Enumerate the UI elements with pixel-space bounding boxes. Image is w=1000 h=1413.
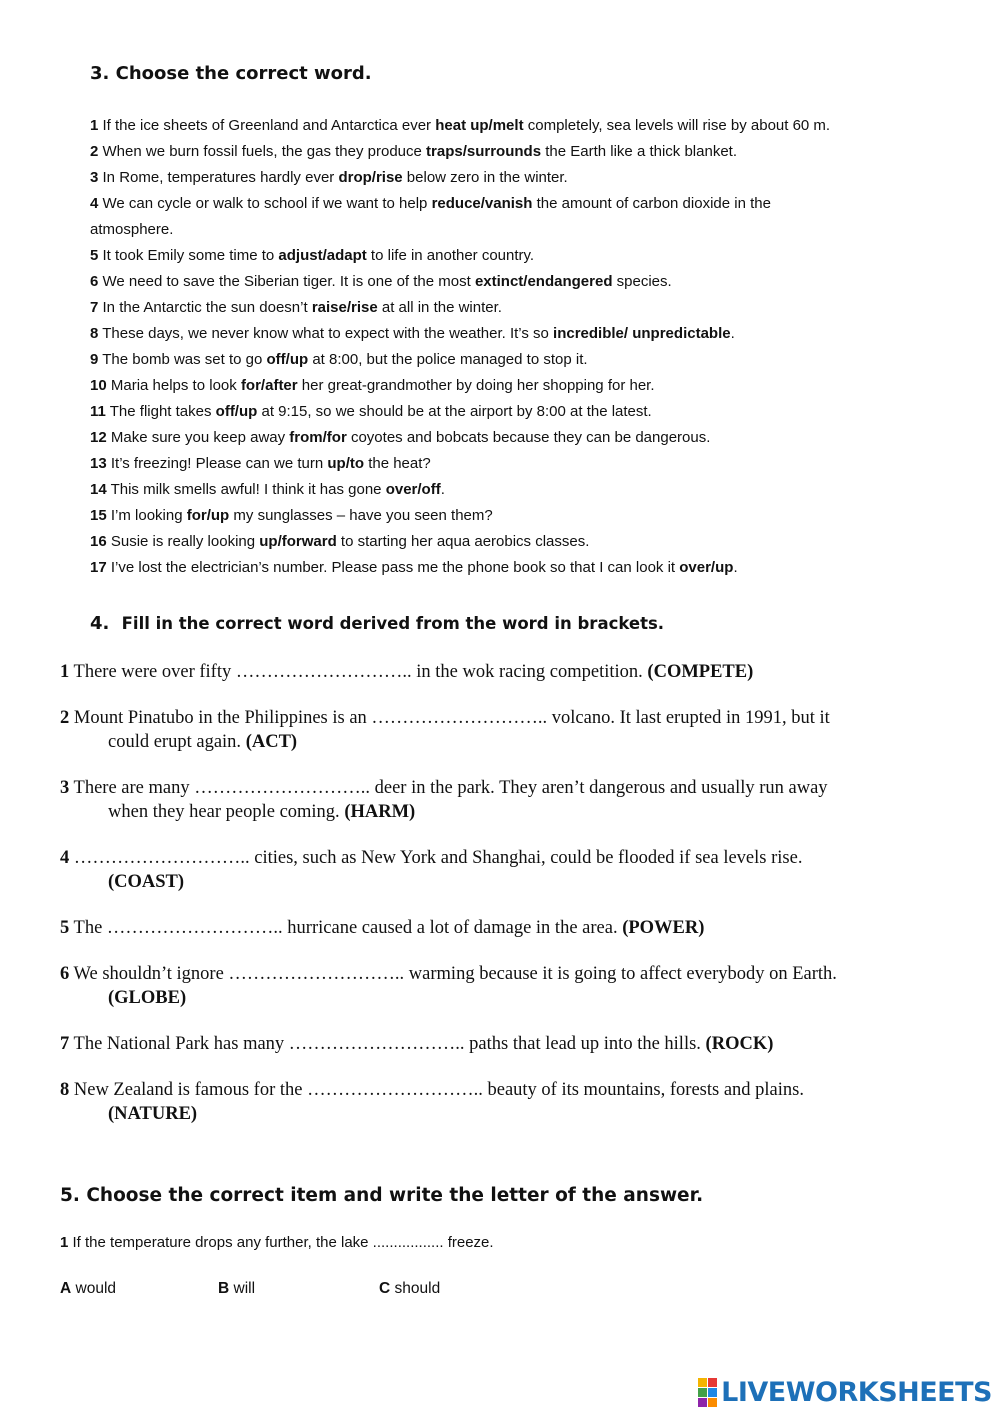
root-word: (COAST) (108, 872, 185, 892)
item-number: 17 (90, 559, 107, 576)
item-number: 5 (60, 918, 70, 938)
item-number: 7 (90, 299, 99, 316)
word-choice[interactable]: over/up (679, 559, 734, 576)
item-text-continued: atmosphere. (90, 221, 174, 238)
exercise-3-item (90, 347, 970, 373)
item-number: 11 (90, 403, 106, 420)
item-number: 10 (90, 377, 107, 394)
item-text: at all in the winter. (377, 299, 502, 316)
item-text: her great-grandmother by doing her shopping for her. (297, 377, 655, 394)
item-number: 1 (60, 662, 70, 682)
option-text: should (390, 1280, 441, 1297)
item-text: below zero in the winter. (402, 169, 568, 186)
item-text: . (440, 481, 445, 498)
option-c[interactable] (379, 1280, 440, 1298)
logo-icon (698, 1378, 717, 1407)
option-a[interactable] (60, 1280, 116, 1298)
exercise-3-item (90, 321, 970, 347)
item-text: We need to save the Siberian tiger. It is one of the most (102, 273, 475, 290)
exercise-3-item (90, 243, 970, 269)
item-text: at 8:00, but the police managed to stop it. (308, 351, 588, 368)
item-number: 14 (90, 481, 107, 498)
option-letter: B (218, 1280, 230, 1297)
item-number: 1 (90, 117, 99, 134)
item-text: If the ice sheets of Greenland and Antarctica ever (102, 117, 436, 134)
item-number: 3 (60, 778, 70, 798)
exercise-4-item (60, 660, 940, 684)
item-text-continued: when they hear people coming. (108, 802, 345, 822)
item-text[interactable]: We shouldn’t ignore ……………………….. warming because it is going to affect everybody on Earth. (73, 964, 837, 984)
exercise-4-item (60, 706, 940, 754)
question-text: If the temperature drops any further, the lake ................. freeze. (72, 1234, 494, 1251)
item-text: Susie is really looking (110, 533, 260, 550)
item-number: 8 (60, 1080, 70, 1100)
logo-square (708, 1388, 717, 1397)
liveworksheets-logo[interactable] (698, 1377, 992, 1407)
item-text[interactable]: There are many ……………………….. deer in the park. They aren’t dangerous and usually run away (73, 778, 828, 798)
item-number: 16 (90, 533, 107, 550)
item-number: 8 (90, 325, 99, 342)
item-number: 15 (90, 507, 107, 524)
item-text[interactable]: New Zealand is famous for the ……………………….. beauty of its mountains, forests and plains. (73, 1080, 804, 1100)
item-text: These days, we never know what to expect with the weather. It’s so (102, 325, 554, 342)
item-text: When we burn fossil fuels, the gas they produce (102, 143, 427, 160)
item-text: Make sure you keep away (110, 429, 290, 446)
logo-square (698, 1378, 707, 1387)
section-5-question (60, 1234, 494, 1251)
word-choice[interactable]: off/up (266, 351, 309, 368)
section-4-list (60, 660, 940, 1148)
option-letter: C (379, 1280, 391, 1297)
item-text: the Earth like a thick blanket. (541, 143, 737, 160)
item-number: 2 (90, 143, 99, 160)
item-number: 12 (90, 429, 107, 446)
root-word: (HARM) (344, 802, 416, 822)
root-word: (GLOBE) (108, 988, 187, 1008)
item-text: In the Antarctic the sun doesn’t (102, 299, 312, 316)
item-text: It took Emily some time to (102, 247, 279, 264)
item-text: to starting her aqua aerobics classes. (336, 533, 590, 550)
word-choice[interactable]: over/off (385, 481, 441, 498)
item-text: I’m looking (110, 507, 187, 524)
section-3-title: 3. Choose the correct word. (90, 63, 372, 84)
item-text: We can cycle or walk to school if we want to help (102, 195, 432, 212)
word-choice[interactable]: for/up (186, 507, 230, 524)
root-word: (ACT) (245, 732, 298, 752)
exercise-3-item (90, 295, 970, 321)
item-text: I’ve lost the electrician’s number. Please pass me the phone book so that I can look it (110, 559, 680, 576)
item-text: It’s freezing! Please can we turn (110, 455, 328, 472)
item-text: In Rome, temperatures hardly ever (102, 169, 339, 186)
item-number: 7 (60, 1034, 70, 1054)
item-number: 13 (90, 455, 107, 472)
exercise-3-item (90, 503, 970, 529)
item-number: 3 (90, 169, 99, 186)
exercise-4-item (60, 1078, 940, 1126)
item-text: the heat? (364, 455, 431, 472)
word-choice[interactable]: from/for (289, 429, 347, 446)
item-text: completely, sea levels will rise by about 60 m. (523, 117, 831, 134)
item-text: species. (612, 273, 672, 290)
option-letter: A (60, 1280, 72, 1297)
logo-square (698, 1398, 707, 1407)
root-word: (NATURE) (108, 1104, 198, 1124)
word-choice[interactable]: reduce/vanish (431, 195, 533, 212)
logo-square (708, 1378, 717, 1387)
logo-text: LIVEWORKSHEETS (721, 1376, 992, 1408)
item-text[interactable]: Mount Pinatubo in the Philippines is an ……………………….. volcano. It last erupted in 1991, but it (73, 708, 830, 728)
section-3-list (90, 113, 970, 581)
item-text: my sunglasses – have you seen them? (229, 507, 493, 524)
item-number: 5 (90, 247, 99, 264)
item-text[interactable]: The National Park has many ……………………….. paths that lead up into the hills. (73, 1034, 706, 1054)
exercise-3-item (90, 113, 970, 139)
logo-square (698, 1388, 707, 1397)
exercise-3-item (90, 477, 970, 503)
exercise-3-item (90, 451, 970, 477)
word-choice[interactable]: extinct/endangered (474, 273, 613, 290)
section-4-title (90, 613, 664, 634)
exercise-3-item (90, 191, 970, 217)
exercise-3-item (90, 165, 970, 191)
exercise-3-item (90, 555, 970, 581)
logo-square (708, 1398, 717, 1407)
word-choice[interactable]: traps/surrounds (426, 143, 542, 160)
item-number: 6 (90, 273, 99, 290)
item-text[interactable]: ……………………….. cities, such as New York and Shanghai, could be flooded if sea levels rise. (73, 848, 803, 868)
item-text: This milk smells awful! I think it has gone (110, 481, 386, 498)
word-choice[interactable]: off/up (215, 403, 258, 420)
item-text: to life in another country. (366, 247, 535, 264)
word-choice[interactable]: drop/rise (338, 169, 403, 186)
exercise-4-item (60, 846, 940, 894)
exercise-3-item (90, 425, 970, 451)
item-text-continued: could erupt again. (108, 732, 246, 752)
exercise-4-item (60, 776, 940, 824)
word-choice[interactable]: heat up/melt (435, 117, 524, 134)
question-number: 1 (60, 1234, 69, 1251)
item-number: 9 (90, 351, 99, 368)
exercise-3-item (90, 269, 970, 295)
item-number: 4 (60, 848, 70, 868)
item-text: Maria helps to look (110, 377, 241, 394)
word-choice[interactable]: incredible/ unpredictable (553, 325, 731, 342)
root-word: (POWER) (622, 918, 705, 938)
item-text: at 9:15, so we should be at the airport by 8:00 at the latest. (257, 403, 652, 420)
exercise-3-item (90, 529, 970, 555)
word-choice[interactable]: raise/rise (311, 299, 378, 316)
item-text: the amount of carbon dioxide in the (532, 195, 771, 212)
item-text: The bomb was set to go (102, 351, 267, 368)
item-text: coyotes and bobcats because they can be dangerous. (346, 429, 711, 446)
section-5-title: 5. Choose the correct item and write the letter of the answer. (60, 1185, 704, 1206)
option-b[interactable] (218, 1280, 255, 1298)
root-word: (COMPETE) (647, 662, 754, 682)
exercise-4-item (60, 962, 940, 1010)
exercise-4-item (60, 1032, 940, 1056)
exercise-4-item (60, 916, 940, 940)
exercise-3-item (90, 139, 970, 165)
option-text: would (71, 1280, 117, 1297)
word-choice[interactable]: up/forward (259, 533, 337, 550)
section-4-number: 4. (90, 613, 110, 634)
item-number: 4 (90, 195, 99, 212)
item-text: . (730, 325, 735, 342)
item-number: 6 (60, 964, 70, 984)
word-choice[interactable]: for/after (240, 377, 298, 394)
item-text: . (733, 559, 738, 576)
option-text: will (229, 1280, 256, 1297)
item-text[interactable]: There were over fifty ……………………….. in the wok racing competition. (73, 662, 648, 682)
word-choice[interactable]: adjust/adapt (278, 247, 367, 264)
exercise-3-item (90, 399, 970, 425)
section-4-title-text: Fill in the correct word derived from the word in brackets. (121, 614, 665, 633)
word-choice[interactable]: up/to (327, 455, 365, 472)
item-text[interactable]: The ……………………….. hurricane caused a lot of damage in the area. (73, 918, 623, 938)
root-word: (ROCK) (705, 1034, 774, 1054)
item-number: 2 (60, 708, 70, 728)
exercise-3-item (90, 373, 970, 399)
item-text: The flight takes (109, 403, 216, 420)
